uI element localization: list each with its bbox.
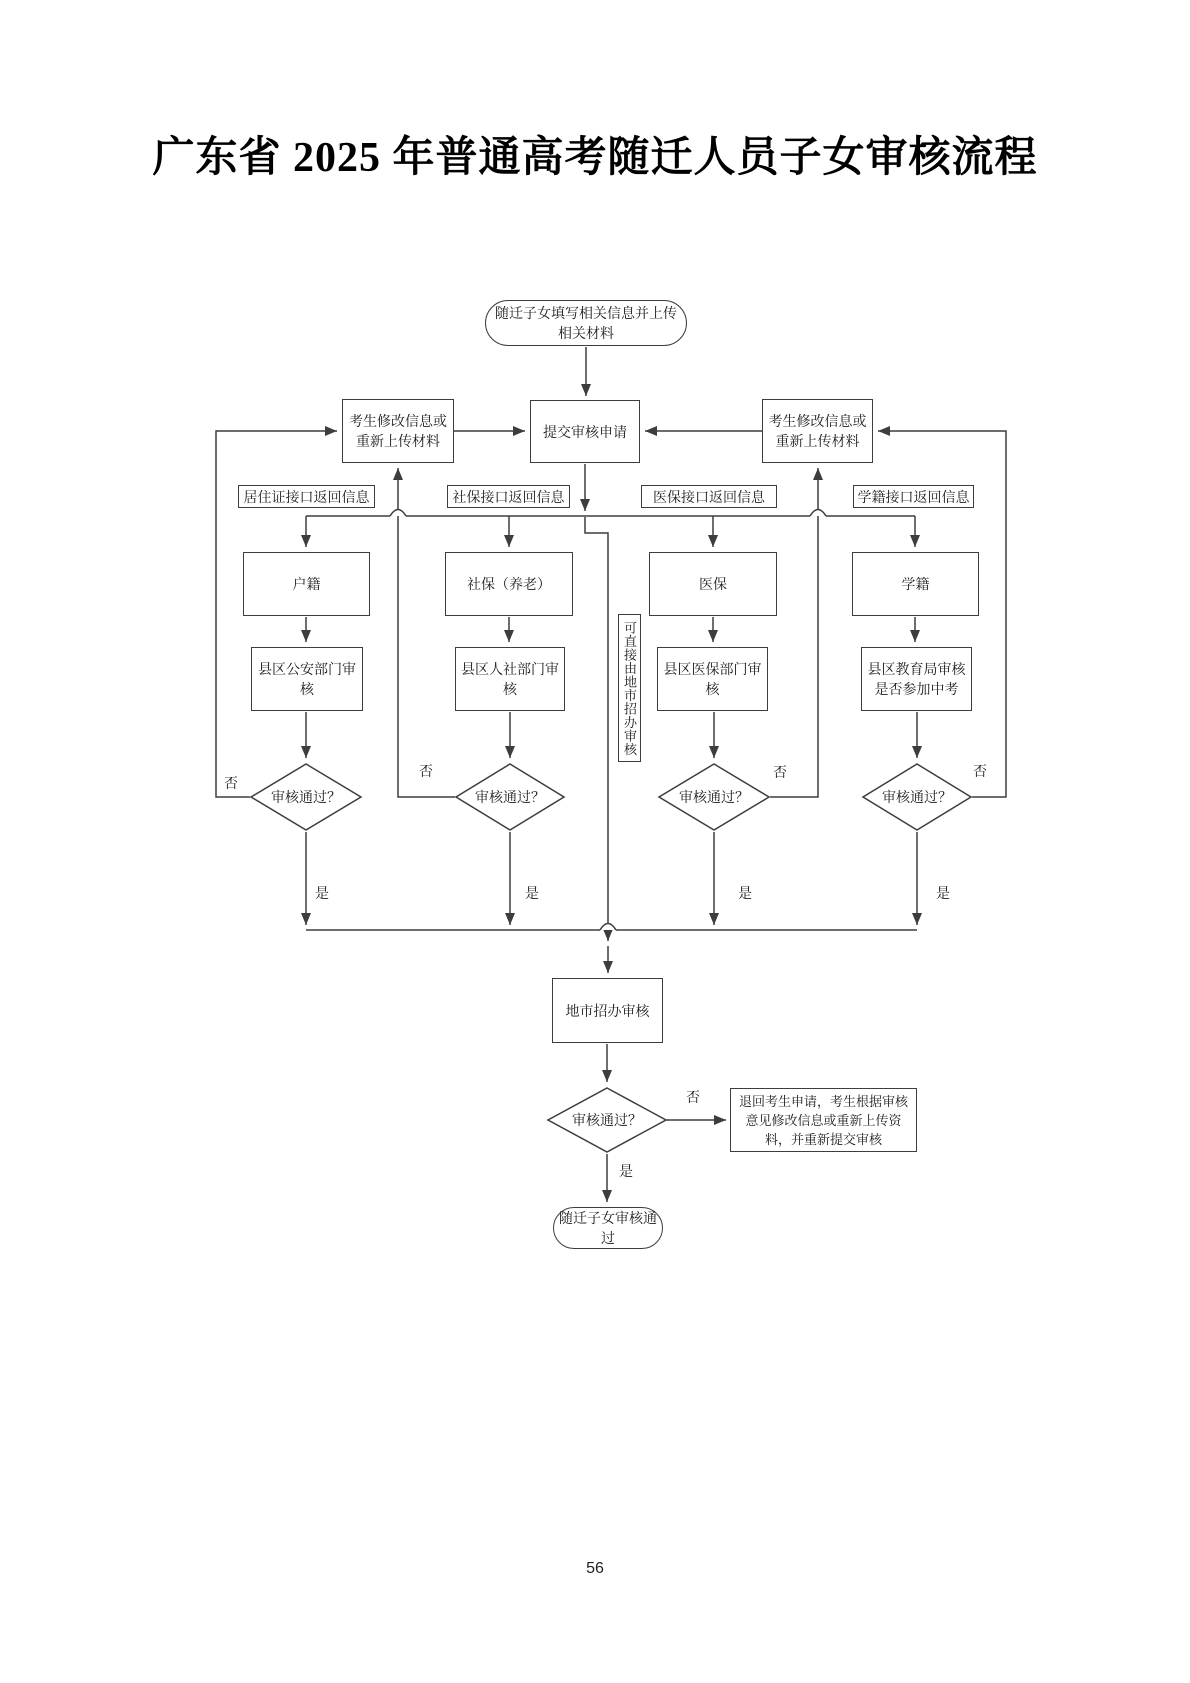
api-label-student: 学籍接口返回信息: [853, 485, 974, 508]
end-terminator: 随迁子女审核通过: [553, 1207, 663, 1249]
api-label-medical: 医保接口返回信息: [641, 485, 777, 508]
distributor-hop-2: [810, 510, 826, 517]
no-label-final: 否: [686, 1089, 700, 1105]
no-label-shebao: 否: [419, 763, 433, 779]
yes-label-shebao: 是: [525, 885, 539, 901]
modify-left-box: 考生修改信息或重新上传材料: [342, 399, 454, 463]
review-jiaoyu-box: 县区教育局审核是否参加中考: [861, 647, 972, 711]
category-hukou-box: 户籍: [243, 552, 370, 616]
decision-hukou-label: 审核通过？: [271, 789, 341, 805]
decision-final-label: 审核通过？: [572, 1112, 642, 1128]
decision-shebao-label: 审核通过？: [475, 789, 545, 805]
yes-label-hukou: 是: [315, 885, 329, 901]
category-yibao-box: 医保: [649, 552, 777, 616]
merge-hop: [600, 924, 616, 931]
review-yibao-box: 县区医保部门审核: [657, 647, 768, 711]
return-application-box: 退回考生申请，考生根据审核意见修改信息或重新上传资料，并重新提交审核: [730, 1088, 917, 1152]
category-xueji-box: 学籍: [852, 552, 979, 616]
category-shebao-box: 社保（养老）: [445, 552, 573, 616]
api-label-social: 社保接口返回信息: [447, 485, 570, 508]
decision-yibao-label: 审核通过？: [679, 789, 749, 805]
direct-city-review-note: 可直接由地市招办审核: [618, 614, 641, 762]
decision-xueji-label: 审核通过？: [882, 789, 952, 805]
yes-label-xueji: 是: [936, 885, 950, 901]
no-label-yibao: 否: [773, 764, 787, 780]
start-terminator: 随迁子女填写相关信息并上传相关材料: [485, 300, 687, 346]
no-label-xueji: 否: [973, 763, 987, 779]
city-review-box: 地市招办审核: [552, 978, 663, 1043]
submit-review-box: 提交审核申请: [530, 400, 640, 463]
yes-label-yibao: 是: [738, 885, 752, 901]
modify-right-box: 考生修改信息或重新上传材料: [762, 399, 873, 463]
review-renshe-box: 县区人社部门审核: [455, 647, 565, 711]
no-route-yibao: [770, 468, 818, 797]
distributor-hop-1: [390, 510, 406, 517]
connector-lines: [216, 347, 1006, 1202]
page-title: 广东省 2025 年普通高考随迁人员子女审核流程: [152, 135, 1038, 181]
page-number: 56: [586, 1560, 604, 1577]
review-police-box: 县区公安部门审核: [251, 647, 363, 711]
api-label-residence: 居住证接口返回信息: [238, 485, 375, 508]
center-route: [585, 517, 608, 941]
yes-label-final: 是: [619, 1163, 633, 1179]
no-label-hukou: 否: [224, 775, 238, 791]
no-route-shebao: [398, 468, 455, 797]
